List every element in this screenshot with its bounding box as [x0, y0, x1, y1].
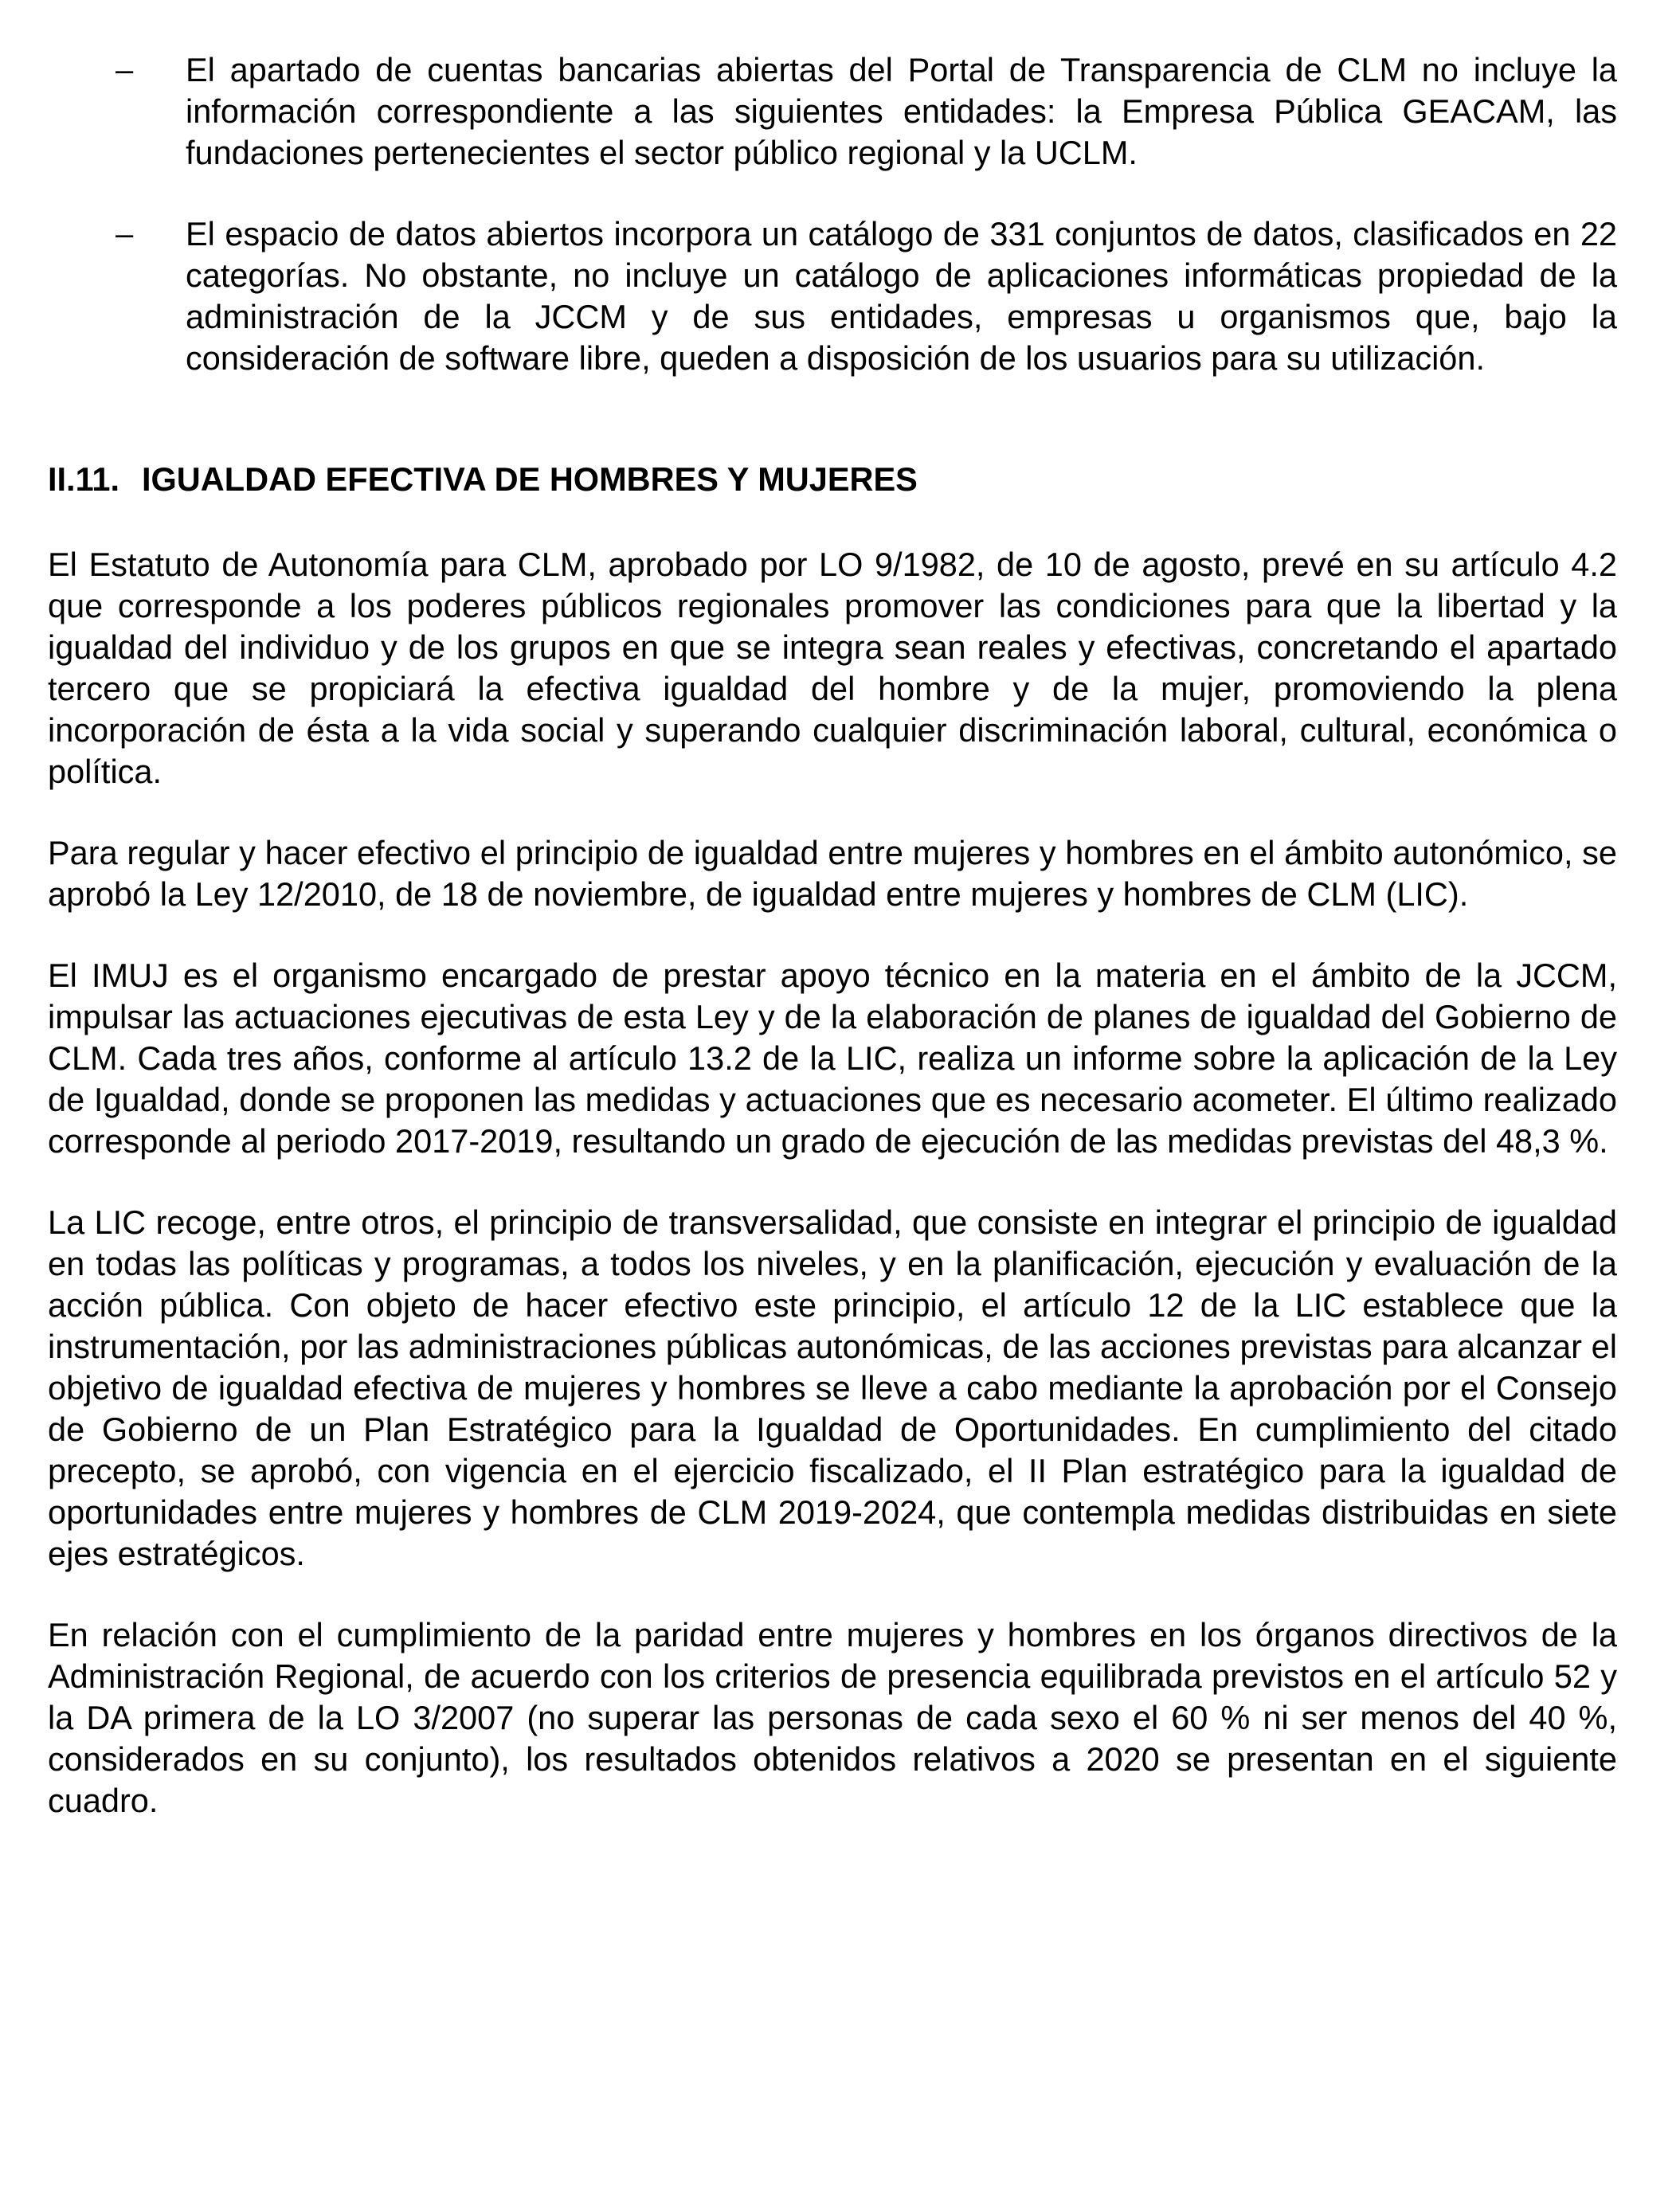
bullet-text: El espacio de datos abiertos incorpora un catálogo de 331 conjuntos de datos, clasificados en 22 categorías. No obstante, no incluye un catálogo de aplicaciones informáticas propiedad de la administración de la JCCM y de sus entidades, empresas u organismos que, bajo la consideración de software libre, queden a disposición de los usuarios para su utilización.	[186, 215, 1617, 377]
document-page	[48, 49, 1617, 1861]
section-title: IGUALDAD EFECTIVA DE HOMBRES Y MUJERES	[142, 460, 918, 498]
bullet-text: El apartado de cuentas bancarias abiertas del Portal de Transparencia de CLM no incluye la información correspondiente a las siguientes entidades: la Empresa Pública GEACAM, las fundaciones pertenecientes el sector público regional y la UCLM.	[186, 51, 1617, 171]
dash-bullet-icon: –	[116, 53, 134, 88]
paragraph-imuj: El IMUJ es el organismo encargado de prestar apoyo técnico en la materia en el ámbito de la JCCM, impulsar las actuaciones ejecutivas de esta Ley y de la elaboración de planes de igualdad del Gobierno de CLM. Cada tres años, conforme al artículo 13.2 de la LIC, realiza un informe sobre la aplicación de la Ley de Igualdad, donde se proponen las medidas y actuaciones que es necesario acometer. El último realizado corresponde al periodo 2017-2019, resultando un grado de ejecución de las medidas previstas del 48,3 %.	[48, 957, 1617, 1160]
paragraph-transversalidad: La LIC recoge, entre otros, el principio de transversalidad, que consiste en integrar el principio de igualdad en todas las políticas y programas, a todos los niveles, y en la planificación, ejecución y evaluación de la acción pública. Con objeto de hacer efectivo este principio, el artículo 12 de la LIC establece que la instrumentación, por las administraciones públicas autonómicas, de las acciones previstas para alcanzar el objetivo de igualdad efectiva de mujeres y hombres se lleve a cabo mediante la aprobación por el Consejo de Gobierno de un Plan Estratégico para la Igualdad de Oportunidades. En cumplimiento del citado precepto, se aprobó, con vigencia en el ejercicio fiscalizado, el II Plan estratégico para la igualdad de oportunidades entre mujeres y hombres de CLM 2019-2024, que contempla medidas distribuidas en siete ejes estratégicos.	[48, 1203, 1617, 1572]
paragraph-paridad: En relación con el cumplimiento de la paridad entre mujeres y hombres en los órganos directivos de la Administración Regional, de acuerdo con los criterios de presencia equilibrada previstos en el artículo 52 y la DA primera de la LO 3/2007 (no superar las personas de cada sexo el 60 % ni ser menos del 40 %, considerados en su conjunto), los resultados obtenidos relativos a 2020 se presentan en el siguiente cuadro.	[48, 1616, 1617, 1819]
bullet-item-bank-accounts	[48, 49, 1617, 174]
section-heading	[48, 459, 1617, 500]
bullet-item-open-data	[48, 213, 1617, 379]
section-number: II.11.	[48, 460, 119, 498]
paragraph-ley-igualdad: Para regular y hacer efectivo el principio de igualdad entre mujeres y hombres en el ámbito autonómico, se aprobó la Ley 12/2010, de 18 de noviembre, de igualdad entre mujeres y hombres de CLM (LIC).	[48, 834, 1617, 913]
dash-bullet-icon: –	[116, 217, 134, 252]
paragraph-estatuto: El Estatuto de Autonomía para CLM, aprobado por LO 9/1982, de 10 de agosto, prevé en su artículo 4.2 que corresponde a los poderes públicos regionales promover las condiciones para que la libertad y la igualdad del individuo y de los grupos en que se integra sean reales y efectivas, concretando el apartado tercero que se propiciará la efectiva igualdad del hombre y de la mujer, promoviendo la plena incorporación de ésta a la vida social y superando cualquier discriminación laboral, cultural, económica o política.	[48, 546, 1617, 790]
bullet-list	[48, 49, 1617, 379]
